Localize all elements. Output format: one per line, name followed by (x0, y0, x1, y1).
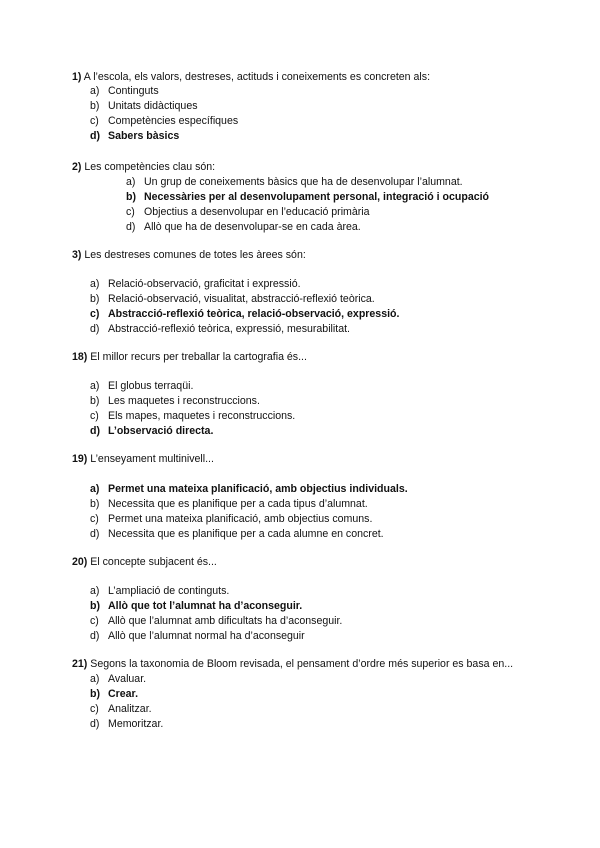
option-letter: c) (90, 513, 99, 525)
option-c-correct (90, 307, 532, 322)
option-letter: b) (90, 600, 100, 612)
option-text: Relació-observació, visualitat, abstracció-reflexió teòrica. (108, 293, 375, 305)
option-letter: b) (90, 293, 100, 305)
option-text: Allò que ha de desenvolupar-se en cada àrea. (144, 221, 361, 233)
question-number: 18) (72, 351, 88, 363)
question-text: Segons la taxonomia de Bloom revisada, el pensament d’ordre més superior es basa en... (90, 658, 514, 670)
option-c (126, 205, 532, 220)
option-c (90, 114, 532, 129)
option-letter: a) (90, 278, 100, 290)
option-text: Les maquetes i reconstruccions. (108, 395, 260, 407)
question-3 (72, 248, 532, 337)
option-d-correct (90, 129, 532, 144)
option-a (90, 84, 532, 99)
option-letter: c) (90, 308, 100, 320)
option-list (72, 277, 532, 337)
option-text: Allò que l’alumnat amb dificultats ha d’aconseguir. (108, 615, 343, 627)
question-title (72, 70, 532, 84)
option-letter: a) (90, 585, 100, 597)
question-title (72, 555, 532, 569)
option-list (72, 379, 532, 439)
question-number: 1) (72, 71, 82, 83)
question-number: 20) (72, 556, 88, 568)
option-letter: d) (90, 130, 100, 142)
option-text: El globus terraqüi. (108, 380, 194, 392)
option-list (72, 175, 532, 235)
question-title (72, 248, 532, 262)
option-text: Sabers bàsics (108, 130, 180, 142)
question-text: El millor recurs per treballar la cartografia és... (90, 351, 307, 363)
option-b-correct (126, 190, 532, 205)
option-text: L’observació directa. (108, 425, 214, 437)
option-list (72, 482, 532, 542)
option-letter: a) (90, 85, 100, 97)
question-20 (72, 555, 532, 644)
question-text: L’enseyament multinivell... (90, 453, 214, 465)
option-letter: c) (90, 703, 99, 715)
option-text: Abstracció-reflexió teòrica, expressió, mesurabilitat. (108, 323, 350, 335)
option-text: Memoritzar. (108, 718, 164, 730)
question-title (72, 160, 532, 174)
option-letter: b) (90, 498, 100, 510)
option-text: Analitzar. (108, 703, 152, 715)
option-letter: a) (126, 176, 136, 188)
option-a (90, 277, 532, 292)
option-letter: a) (90, 380, 100, 392)
question-19 (72, 452, 532, 542)
option-a (90, 584, 532, 599)
option-d (90, 527, 532, 542)
option-b (90, 394, 532, 409)
option-letter: b) (90, 688, 100, 700)
question-number: 2) (72, 161, 82, 173)
question-title (72, 350, 532, 364)
question-number: 19) (72, 453, 88, 465)
option-text: Avaluar. (108, 673, 147, 685)
option-c (90, 614, 532, 629)
option-letter: c) (90, 115, 99, 127)
option-list (72, 84, 532, 144)
option-text: Crear. (108, 688, 139, 700)
option-b (90, 99, 532, 114)
option-text: Continguts (108, 85, 159, 97)
option-list (72, 584, 532, 644)
option-letter: b) (126, 191, 136, 203)
option-b (90, 292, 532, 307)
option-letter: b) (90, 395, 100, 407)
option-text: Un grup de coneixements bàsics que ha de desenvolupar l’alumnat. (144, 176, 463, 188)
option-letter: c) (90, 410, 99, 422)
question-number: 3) (72, 249, 82, 261)
option-text: Allò que l’alumnat normal ha d’aconseguir (108, 630, 305, 642)
option-list (72, 672, 532, 732)
option-text: Abstracció-reflexió teòrica, relació-observació, expressió. (108, 308, 400, 320)
question-text: A l’escola, els valors, destreses, actituds i coneixements es concreten als: (83, 71, 431, 83)
question-text: Les competències clau són: (84, 161, 216, 173)
option-text: Necessàries per al desenvolupament personal, integració i ocupació (144, 191, 490, 203)
question-number: 21) (72, 658, 88, 670)
question-21 (72, 657, 532, 732)
option-letter: a) (90, 673, 100, 685)
question-18 (72, 350, 532, 439)
question-1 (72, 70, 532, 144)
option-text: Permet una mateixa planificació, amb objectius individuals. (108, 483, 408, 495)
option-a (126, 175, 532, 190)
question-2 (72, 160, 532, 235)
option-text: Necessita que es planifique per a cada alumne en concret. (108, 528, 384, 540)
option-text: Permet una mateixa planificació, amb objectius comuns. (108, 513, 373, 525)
option-d (90, 717, 532, 732)
option-text: Unitats didàctiques (108, 100, 198, 112)
option-letter: d) (90, 528, 100, 540)
option-c (90, 702, 532, 717)
option-d (126, 220, 532, 235)
question-title (72, 657, 532, 672)
option-letter: d) (126, 221, 136, 233)
option-letter: c) (90, 615, 99, 627)
option-a (90, 379, 532, 394)
option-text: L’ampliació de continguts. (108, 585, 230, 597)
option-text: Relació-observació, graficitat i expressió. (108, 278, 301, 290)
option-b (90, 497, 532, 512)
option-d (90, 629, 532, 644)
option-letter: d) (90, 630, 100, 642)
option-text: Allò que tot l’alumnat ha d’aconseguir. (108, 600, 303, 612)
option-a-correct (90, 482, 532, 497)
option-d-correct (90, 424, 532, 439)
option-text: Competències específiques (108, 115, 239, 127)
option-a (90, 672, 532, 687)
option-letter: d) (90, 718, 100, 730)
option-text: Els mapes, maquetes i reconstruccions. (108, 410, 296, 422)
option-letter: a) (90, 483, 100, 495)
option-letter: b) (90, 100, 100, 112)
option-text: Objectius a desenvolupar en l’educació primària (144, 206, 370, 218)
option-text: Necessita que es planifique per a cada tipus d’alumnat. (108, 498, 368, 510)
option-c (90, 409, 532, 424)
option-b-correct (90, 599, 532, 614)
option-c (90, 512, 532, 527)
question-title (72, 452, 532, 466)
option-b-correct (90, 687, 532, 702)
question-text: El concepte subjacent és... (90, 556, 217, 568)
option-letter: d) (90, 323, 100, 335)
option-letter: c) (126, 206, 135, 218)
question-text: Les destreses comunes de totes les àrees són: (84, 249, 306, 261)
option-letter: d) (90, 425, 100, 437)
option-d (90, 322, 532, 337)
